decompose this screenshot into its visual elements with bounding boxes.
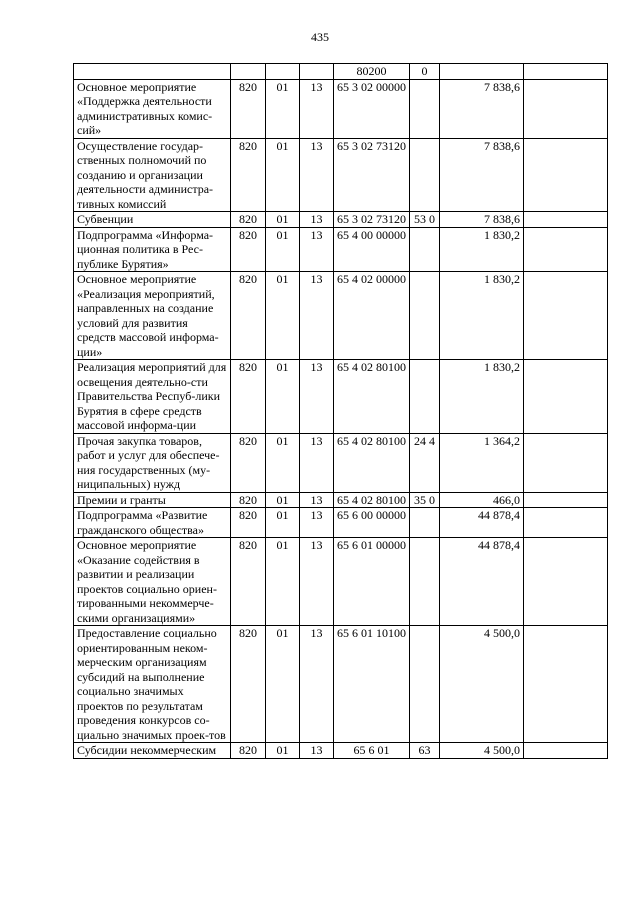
cell-extra: [524, 79, 608, 138]
cell-ministry: 820: [231, 508, 266, 538]
cell-section: 01: [266, 79, 300, 138]
cell-target-article: 65 4 02 80100: [334, 492, 410, 508]
cell-extra: [524, 138, 608, 212]
cell-target-article: 65 6 01 10100: [334, 626, 410, 743]
table-row: [74, 508, 608, 538]
cell-extra: [524, 626, 608, 743]
cell-name: [74, 64, 231, 80]
cell-target-article: 65 4 02 80100: [334, 360, 410, 434]
cell-amount: 4 500,0: [440, 626, 524, 743]
cell-ministry: 820: [231, 272, 266, 360]
cell-ministry: 820: [231, 492, 266, 508]
cell-ministry: 820: [231, 138, 266, 212]
cell-amount: 7 838,6: [440, 212, 524, 228]
cell-expense-type: [410, 626, 440, 743]
cell-subsection: 13: [300, 538, 334, 626]
cell-name: Осуществление государ-ственных полномочий по созданию и организации деятельности администра-тивных комиссий: [74, 138, 231, 212]
cell-target-article: 65 3 02 73120: [334, 138, 410, 212]
cell-ministry: 820: [231, 433, 266, 492]
cell-subsection: 13: [300, 212, 334, 228]
cell-expense-type: 53 0: [410, 212, 440, 228]
cell-target-article: 80200: [334, 64, 410, 80]
cell-extra: [524, 212, 608, 228]
cell-expense-type: [410, 272, 440, 360]
cell-name: Субвенции: [74, 212, 231, 228]
cell-extra: [524, 360, 608, 434]
cell-extra: [524, 538, 608, 626]
cell-name: Основное мероприятие «Оказание содействия в развитии и реализации проектов социально ориен-тированными некоммерче-скими организациями»: [74, 538, 231, 626]
cell-expense-type: 24 4: [410, 433, 440, 492]
cell-ministry: 820: [231, 743, 266, 759]
budget-table: [73, 63, 608, 759]
cell-section: 01: [266, 360, 300, 434]
cell-amount: 466,0: [440, 492, 524, 508]
cell-extra: [524, 492, 608, 508]
table-row: [74, 64, 608, 80]
cell-extra: [524, 433, 608, 492]
cell-target-article: 65 6 00 00000: [334, 508, 410, 538]
cell-name: Прочая закупка товаров, работ и услуг для обеспече-ния государственных (му-ниципальных) нужд: [74, 433, 231, 492]
cell-name: Подпрограмма «Информа-ционная политика в Рес-публике Бурятия»: [74, 227, 231, 272]
cell-section: 01: [266, 227, 300, 272]
cell-ministry: 820: [231, 626, 266, 743]
cell-ministry: 820: [231, 360, 266, 434]
cell-amount: 1 830,2: [440, 227, 524, 272]
cell-target-article: 65 4 00 00000: [334, 227, 410, 272]
cell-expense-type: [410, 538, 440, 626]
cell-extra: [524, 743, 608, 759]
cell-section: 01: [266, 743, 300, 759]
cell-section: 01: [266, 508, 300, 538]
table-row: [74, 227, 608, 272]
page-number: 435: [311, 30, 329, 44]
cell-subsection: 13: [300, 227, 334, 272]
cell-subsection: 13: [300, 138, 334, 212]
table-row: [74, 492, 608, 508]
cell-amount: 1 830,2: [440, 272, 524, 360]
table-row: [74, 272, 608, 360]
cell-name: Субсидии некоммерческим: [74, 743, 231, 759]
cell-section: 01: [266, 538, 300, 626]
table-body: [74, 64, 608, 759]
cell-ministry: 820: [231, 212, 266, 228]
table-row: [74, 743, 608, 759]
cell-name: Премии и гранты: [74, 492, 231, 508]
cell-section: 01: [266, 272, 300, 360]
cell-expense-type: [410, 138, 440, 212]
cell-subsection: 13: [300, 433, 334, 492]
cell-subsection: 13: [300, 626, 334, 743]
cell-target-article: 65 3 02 73120: [334, 212, 410, 228]
cell-amount: 44 878,4: [440, 508, 524, 538]
cell-subsection: 13: [300, 272, 334, 360]
cell-section: 01: [266, 212, 300, 228]
cell-section: 01: [266, 138, 300, 212]
cell-section: [266, 64, 300, 80]
cell-name: Предоставление социально ориентированным неком-мерческим организациям субсидий на выполнение социально значимых проектов по результатам проведения конкурсов со-циально значимых проек-тов: [74, 626, 231, 743]
cell-amount: 44 878,4: [440, 538, 524, 626]
cell-subsection: 13: [300, 508, 334, 538]
cell-extra: [524, 64, 608, 80]
cell-subsection: 13: [300, 360, 334, 434]
cell-expense-type: [410, 79, 440, 138]
table-row: [74, 626, 608, 743]
cell-expense-type: [410, 227, 440, 272]
cell-extra: [524, 227, 608, 272]
cell-section: 01: [266, 626, 300, 743]
cell-ministry: 820: [231, 79, 266, 138]
table-row: [74, 538, 608, 626]
cell-amount: 1 364,2: [440, 433, 524, 492]
cell-target-article: 65 6 01: [334, 743, 410, 759]
cell-name: Основное мероприятие «Реализация мероприятий, направленных на создание условий для развития средств массовой информа-ции»: [74, 272, 231, 360]
cell-target-article: 65 4 02 00000: [334, 272, 410, 360]
table-row: [74, 138, 608, 212]
cell-subsection: 13: [300, 79, 334, 138]
cell-target-article: 65 3 02 00000: [334, 79, 410, 138]
table-row: [74, 433, 608, 492]
cell-expense-type: 63: [410, 743, 440, 759]
cell-subsection: 13: [300, 492, 334, 508]
cell-amount: 4 500,0: [440, 743, 524, 759]
cell-expense-type: [410, 360, 440, 434]
cell-expense-type: 0: [410, 64, 440, 80]
cell-extra: [524, 508, 608, 538]
cell-target-article: 65 6 01 00000: [334, 538, 410, 626]
cell-ministry: 820: [231, 538, 266, 626]
cell-subsection: 13: [300, 743, 334, 759]
cell-amount: 7 838,6: [440, 138, 524, 212]
cell-amount: 7 838,6: [440, 79, 524, 138]
cell-ministry: 820: [231, 227, 266, 272]
cell-section: 01: [266, 433, 300, 492]
table-row: [74, 212, 608, 228]
cell-target-article: 65 4 02 80100: [334, 433, 410, 492]
cell-subsection: [300, 64, 334, 80]
cell-ministry: [231, 64, 266, 80]
cell-name: Подпрограмма «Развитие гражданского общества»: [74, 508, 231, 538]
cell-extra: [524, 272, 608, 360]
cell-name: Реализация мероприятий для освещения деятельно-сти Правительства Респуб-лики Бурятия в сфере средств массовой информа-ции: [74, 360, 231, 434]
table-row: [74, 360, 608, 434]
cell-section: 01: [266, 492, 300, 508]
cell-amount: 1 830,2: [440, 360, 524, 434]
cell-expense-type: [410, 508, 440, 538]
cell-expense-type: 35 0: [410, 492, 440, 508]
table-row: [74, 79, 608, 138]
cell-amount: [440, 64, 524, 80]
cell-name: Основное мероприятие «Поддержка деятельности административных комис-сий»: [74, 79, 231, 138]
